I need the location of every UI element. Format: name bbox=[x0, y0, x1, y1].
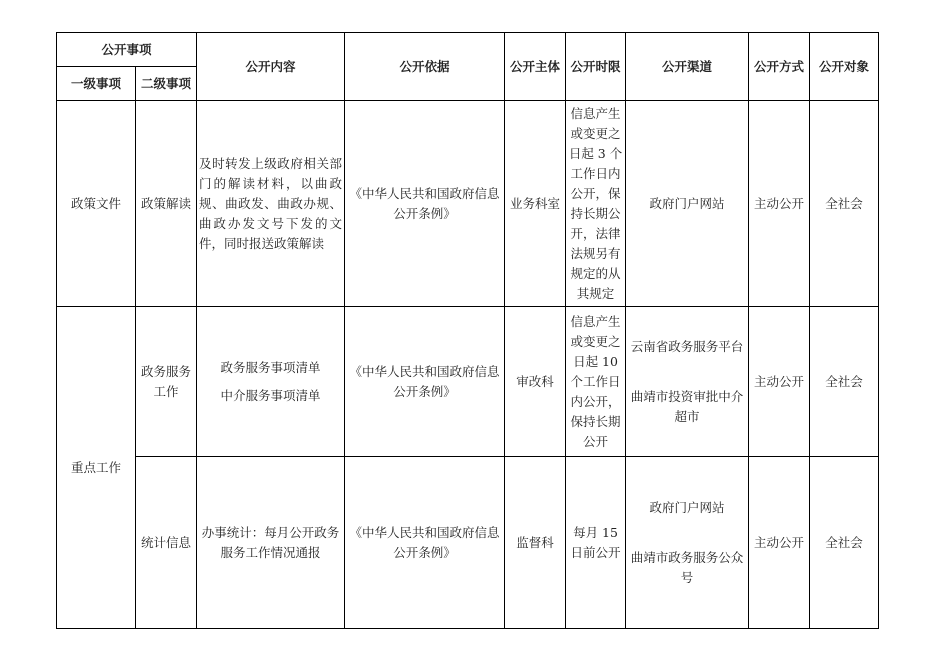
row3-basis: 《中华人民共和国政府信息公开条例》 bbox=[345, 457, 505, 629]
row1-method: 主动公开 bbox=[749, 101, 810, 307]
header-content: 公开内容 bbox=[197, 33, 345, 101]
row2-level2: 政务服务工作 bbox=[136, 307, 197, 457]
header-time: 公开时限 bbox=[566, 33, 626, 101]
row1-level1: 政策文件 bbox=[57, 101, 136, 307]
row2-basis: 《中华人民共和国政府信息公开条例》 bbox=[345, 307, 505, 457]
row3-channel-item: 曲靖市政务服务公众号 bbox=[630, 549, 744, 585]
row1-channel: 政府门户网站 bbox=[626, 101, 749, 307]
row3-content: 办事统计：每月公开政务服务工作情况通报 bbox=[197, 457, 345, 629]
header-basis: 公开依据 bbox=[345, 33, 505, 101]
row1-level2: 政策解读 bbox=[136, 101, 197, 307]
row3-level2: 统计信息 bbox=[136, 457, 197, 629]
header-target: 公开对象 bbox=[810, 33, 879, 101]
row2-level1: 重点工作 bbox=[57, 307, 136, 629]
row3-channel-item: 政府门户网站 bbox=[649, 499, 725, 515]
row3-target: 全社会 bbox=[810, 457, 879, 629]
row1-time: 信息产生或变更之日起 3 个工作日内公开，保持长期公开，法律法规另有规定的从其规定 bbox=[566, 101, 626, 307]
disclosure-table bbox=[56, 32, 879, 629]
row2-method: 主动公开 bbox=[749, 307, 810, 457]
row1-target: 全社会 bbox=[810, 101, 879, 307]
row2-channel-item: 曲靖市投资审批中介超市 bbox=[630, 388, 744, 424]
row1-subject: 业务科室 bbox=[505, 101, 566, 307]
row2-time: 信息产生或变更之日起 10 个工作日内公开，保持长期公开 bbox=[566, 307, 626, 457]
row1-basis: 《中华人民共和国政府信息公开条例》 bbox=[345, 101, 505, 307]
header-channel: 公开渠道 bbox=[626, 33, 749, 101]
header-method: 公开方式 bbox=[749, 33, 810, 101]
header-subject: 公开主体 bbox=[505, 33, 566, 101]
row2-subject: 审改科 bbox=[505, 307, 566, 457]
row2-content bbox=[197, 307, 345, 457]
row2-target: 全社会 bbox=[810, 307, 879, 457]
table-row bbox=[57, 101, 879, 307]
row2-channel-item: 云南省政务服务平台 bbox=[630, 338, 744, 354]
row2-content-item: 政务服务事项清单 bbox=[220, 359, 321, 375]
row2-content-item: 中介服务事项清单 bbox=[220, 387, 321, 403]
row3-channel bbox=[626, 457, 749, 629]
header-group: 公开事项 bbox=[57, 33, 197, 67]
header-level2: 二级事项 bbox=[136, 67, 197, 101]
table-row bbox=[57, 307, 879, 457]
table-row bbox=[57, 457, 879, 629]
row3-subject: 监督科 bbox=[505, 457, 566, 629]
row1-content: 及时转发上级政府相关部门的解读材料，以曲政规、曲政发、曲政办规、曲政办发文号下发的文件，同时报送政策解读 bbox=[197, 101, 345, 307]
row3-method: 主动公开 bbox=[749, 457, 810, 629]
header-level1: 一级事项 bbox=[57, 67, 136, 101]
row2-channel bbox=[626, 307, 749, 457]
row3-time: 每月 15 日前公开 bbox=[566, 457, 626, 629]
